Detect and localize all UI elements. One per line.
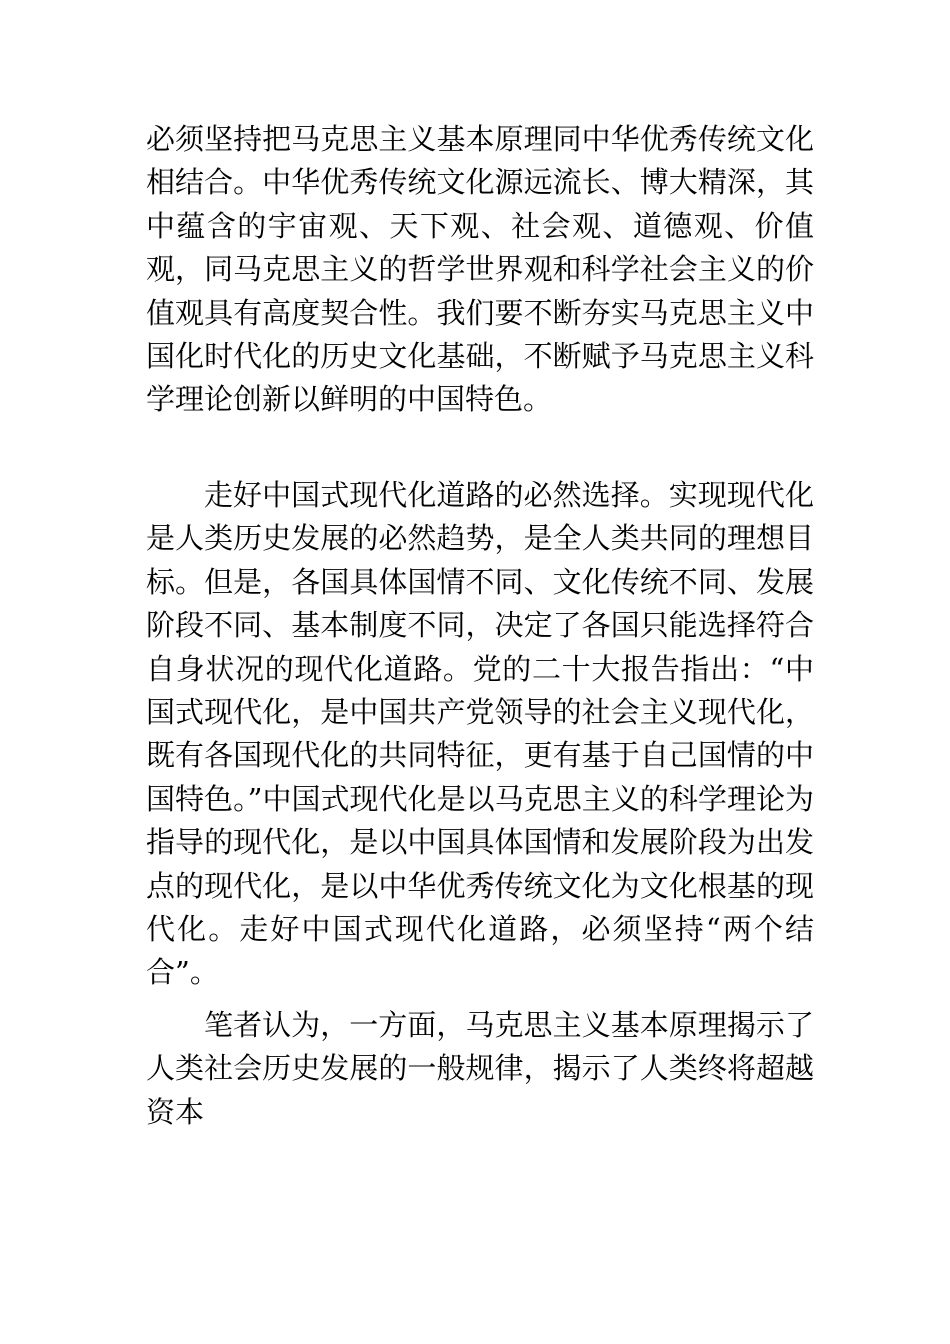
paragraph-2: 走好中国式现代化道路的必然选择。实现现代化是人类历史发展的必然趋势，是全人类共同的理想目标。但是，各国具体国情不同、文化传统不同、发展阶段不同、基本制度不同，决定了各国只能选择符合自身状况的现代化道路。党的二十大报告指出：“中国式现代化，是中国共产党领导的社会主义现代化，既有各国现代化的共同特征，更有基于自己国情的中国特色。”中国式现代化是以马克思主义的科学理论为指导的现代化，是以中国具体国情和发展阶段为出发点的现代化，是以中华优秀传统文化为文化根基的现代化。走好中国式现代化道路，必须坚持“两个结合”。 bbox=[146, 478, 814, 990]
paragraph-3: 笔者认为，一方面，马克思主义基本原理揭示了人类社会历史发展的一般规律，揭示了人类终将超越资本 bbox=[146, 1008, 814, 1129]
paragraph-1: 必须坚持把马克思主义基本原理同中华优秀传统文化相结合。中华优秀传统文化源远流长、博大精深，其中蕴含的宇宙观、天下观、社会观、道德观、价值观，同马克思主义的哲学世界观和科学社会主义的价值观具有高度契合性。我们要不断夯实马克思主义中国化时代化的历史文化基础，不断赋予马克思主义科学理论创新以鲜明的中国特色。 bbox=[146, 122, 814, 417]
